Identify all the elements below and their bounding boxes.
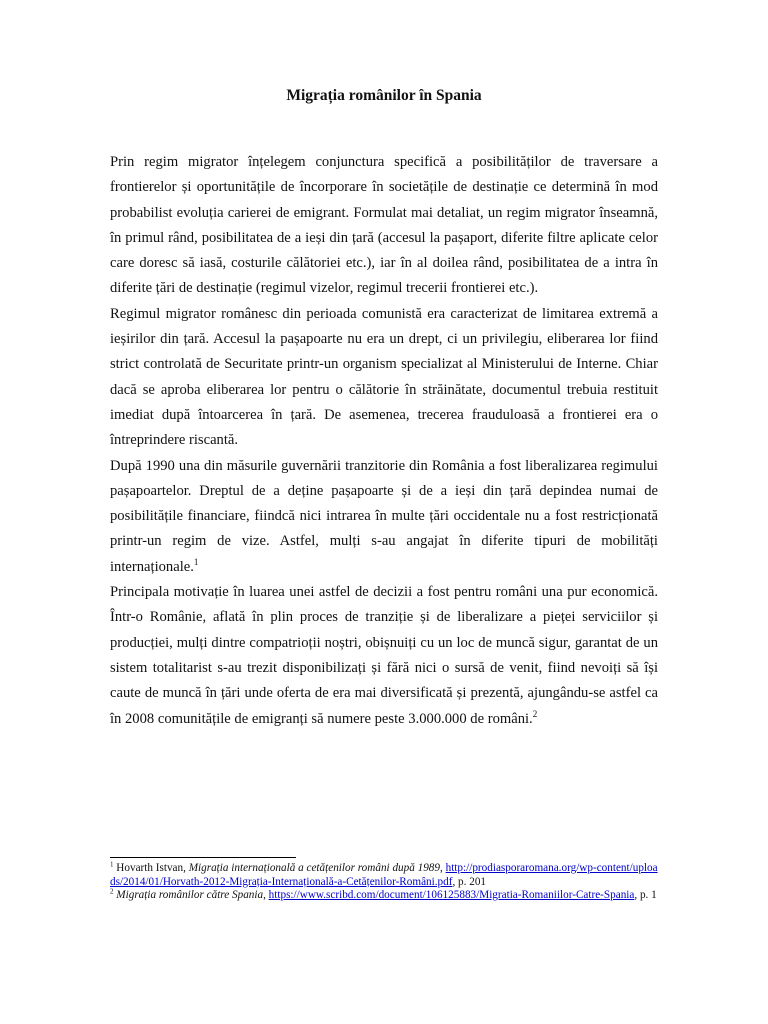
paragraph-text: Regimul migrator românesc din perioada comunistă era caracterizat de limitarea extremă a ieșirilor din țară. Accesul la pașapoarte nu era un drept, ci un privilegiu, eliberarea lor fiind strict controlată de Securitate printr-un organism specializat al Ministerului de Interne. Chiar dacă se aproba eliberarea lor pentru o călătorie în străinătate, documentul trebuia restituit imediat după întoarcerea în țară. De asemenea, trecerea frauduloasă a frontierei era o întreprindere riscantă.	[110, 305, 658, 449]
paragraph-1	[110, 150, 658, 302]
footnote-ref[interactable]: 2	[532, 708, 538, 719]
paragraph-3	[110, 454, 658, 580]
page-title: Migrația românilor în Spania	[286, 87, 482, 104]
footnote-separator-text: ,	[263, 889, 269, 901]
footnotes	[110, 862, 658, 903]
footnote-page: , p. 1	[634, 889, 657, 901]
footnote-link[interactable]: https://www.scribd.com/document/106125883/Migratia-Romaniilor-Catre-Spania	[268, 889, 635, 901]
footnote-ref[interactable]: 1	[193, 556, 199, 567]
paragraph-text: Principala motivație în luarea unei astfel de decizii a fost pentru români una pur economică. Într-o Românie, aflată în plin proces de tranziție și de liberalizare a pieței serviciilor și producției, mulți dintre compatrioții noștri, obișnuiți cu un loc de muncă sigur, garantat de un sistem totalitarist s-au trezit disponibilizați și fără nici o sursă de venit, fiind nevoiți să își caute de muncă în țări unde oferta de era mai diversificată și prezentă, ajungându-se astfel ca în 2008 comunitățile de emigranți să numere peste 3.000.000 de români.	[110, 584, 658, 727]
body-text	[110, 150, 658, 732]
footnote-separator	[110, 857, 296, 858]
footnote-title: Migrația internațională a cetățenilor români după 1989	[188, 862, 440, 874]
footnote-page: , p. 201	[452, 875, 487, 888]
footnote-1	[110, 862, 658, 889]
paragraph-2	[110, 302, 658, 454]
paragraph-text: Prin regim migrator înțelegem conjunctura specifică a posibilităților de traversare a frontierelor și oportunitățile de încorporare în societățile de destinație ce determină în mod probabilist evoluția carierei de emigrant. Formulat mai detaliat, un regim migrator înseamnă, în primul rând, posibilitatea de a ieși din țară (accesul la pașaport, diferite filtre aplicate celor care doresc să iasă, costurile călătoriei etc.), iar în al doilea rând, posibilitatea de a intra în diferite țări de destinație (regimul vizelor, regimul trecerii frontierei etc.).	[110, 154, 658, 297]
footnote-separator-text: ,	[440, 862, 446, 874]
paragraph-4	[110, 580, 658, 732]
paragraph-text: După 1990 una din măsurile guvernării tranzitorie din România a fost liberalizarea regimului pașapoartelor. Dreptul de a deține pașapoarte și de a ieși din țară depindea numai de posibilitățile financiare, fiindcă nici intrarea în multe țări occidentale nu a fost restricționată printr-un regim de vize. Astfel, mulți s-au angajat în diferite tipuri de mobilități internaționale.	[110, 457, 658, 575]
footnote-number: 2	[110, 887, 114, 896]
footnote-2	[110, 889, 658, 903]
footnote-link[interactable]: http://prodiasporaromana.org/wp-content/uploads/2014/01/Horvath-2012-Migrația-Internațională-a-Cetățenilor-Români.pdf	[110, 862, 658, 888]
footnote-title: Migrația românilor către Spania	[116, 889, 264, 901]
footnote-author: Hovarth Istvan,	[113, 862, 189, 874]
footnote-number: 1	[110, 860, 114, 869]
